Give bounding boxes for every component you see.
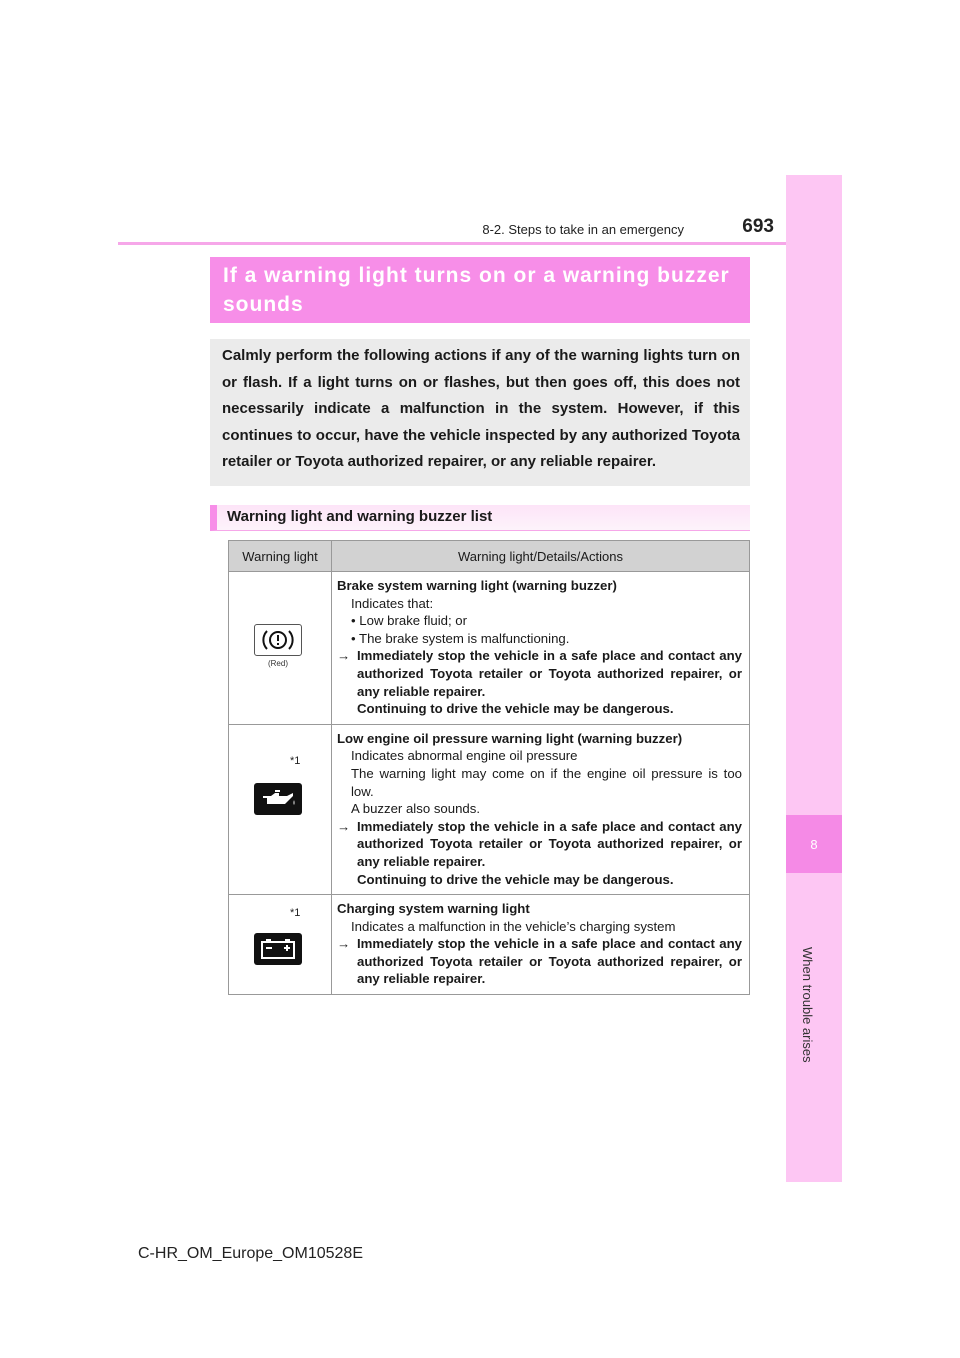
section-label: 8-2. Steps to take in an emergency <box>482 222 684 237</box>
chapter-title: When trouble arises <box>800 947 815 1063</box>
bullet-item: • Low brake fluid; or <box>351 613 468 629</box>
details-cell <box>332 572 750 725</box>
footnote-marker: *1 <box>290 754 301 767</box>
column-header-warning-light: Warning light <box>229 541 332 572</box>
icon-cell <box>229 724 332 894</box>
warning-title: Brake system warning light (warning buzzer) <box>337 578 617 593</box>
header-divider <box>118 242 786 245</box>
brake-warning-icon <box>254 624 302 656</box>
action-text: Immediately stop the vehicle in a safe place and contact any authorized Toyota retailer or Toyota authorized repairer, or any reliable repairer. <box>357 648 742 699</box>
chapter-number: 8 <box>786 815 842 873</box>
warning-title: Charging system warning light <box>337 901 530 917</box>
page-number: 693 <box>742 216 774 237</box>
arrow-icon: → <box>337 818 351 834</box>
icon-cell <box>229 572 332 725</box>
subheading: Warning light and warning buzzer list <box>210 505 750 531</box>
icon-cell <box>229 895 332 995</box>
detail-text: The warning light may come on if the engine oil pressure is too low. <box>351 765 742 799</box>
table-row <box>229 572 750 725</box>
icon-color-note: (Red) <box>267 659 288 668</box>
bullet-item: • The brake system is malfunctioning. <box>351 630 570 646</box>
page-title: If a warning light turns on or a warning buzzer sounds <box>210 257 750 323</box>
document-code: C-HR_OM_Europe_OM10528E <box>138 1245 363 1262</box>
warning-light-table <box>228 540 750 995</box>
action-continued: Continuing to drive the vehicle may be dangerous. <box>357 871 674 887</box>
action-text: Immediately stop the vehicle in a safe place and contact any authorized Toyota retailer or Toyota authorized repairer, or any reliable repairer. <box>357 936 742 987</box>
table-row <box>229 895 750 995</box>
detail-text: Indicates a malfunction in the vehicle’s charging system <box>351 918 676 934</box>
battery-charging-icon <box>254 933 302 965</box>
footnote-marker: *1 <box>290 907 301 920</box>
column-header-details: Warning light/Details/Actions <box>332 541 750 572</box>
action-text: Immediately stop the vehicle in a safe place and contact any authorized Toyota retailer or Toyota authorized repairer, or any reliable repairer. <box>357 818 742 869</box>
oil-pressure-icon <box>254 783 302 815</box>
action-continued: Continuing to drive the vehicle may be dangerous. <box>357 701 674 717</box>
table-header-row <box>229 541 750 572</box>
detail-text: Indicates abnormal engine oil pressure <box>351 748 578 764</box>
details-cell <box>332 724 750 894</box>
table-row <box>229 724 750 894</box>
detail-text: A buzzer also sounds. <box>351 801 481 817</box>
details-cell <box>332 895 750 995</box>
arrow-icon: → <box>337 936 351 952</box>
chapter-side-tab <box>786 175 842 1182</box>
intro-paragraph: Calmly perform the following actions if any of the warning lights turn on or flash. If a light turns on or flashes, but then goes off, this does not necessarily indicate a malfunction in the system. However, if this continues to occur, have the vehicle inspected by any authorized Toyota retailer or Toyota authorized repairer, or any reliable repairer. <box>210 339 750 486</box>
detail-text: Indicates that: <box>351 595 434 611</box>
warning-title: Low engine oil pressure warning light (warning buzzer) <box>337 730 683 746</box>
arrow-icon: → <box>337 648 351 664</box>
